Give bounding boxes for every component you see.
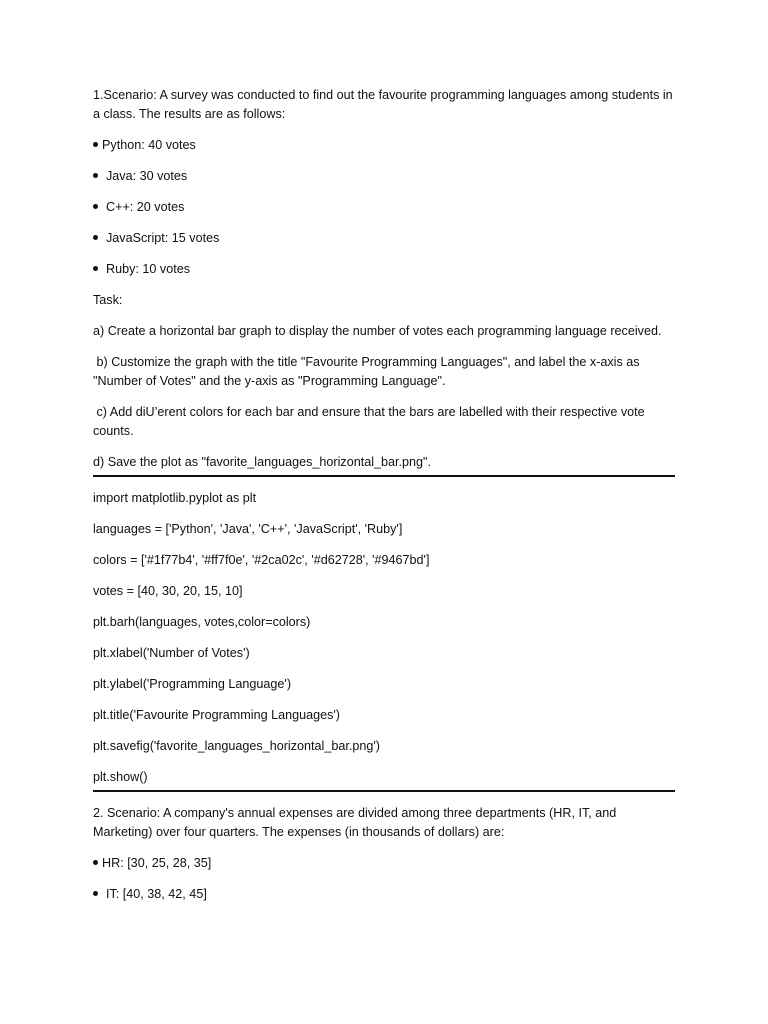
task-label: Task: <box>93 293 123 307</box>
q2-scenario: 2. Scenario: A company's annual expenses are divided among three departments (HR, IT, and Marketing) over four quarters. The expenses (in thousands of dollars) are: <box>93 806 617 839</box>
list-item: JavaScript: 15 votes <box>93 229 675 248</box>
bullet-icon <box>93 204 98 209</box>
bullet-icon <box>93 235 98 240</box>
code-line: plt.title('Favourite Programming Languages') <box>93 708 341 722</box>
document-page <box>93 86 675 916</box>
bullet-icon <box>93 860 98 865</box>
task-d: d) Save the plot as "favorite_languages_horizontal_bar.png". <box>93 455 432 469</box>
code-line: plt.ylabel('Programming Language') <box>93 677 292 691</box>
bullet-icon <box>93 142 98 147</box>
list-item: Ruby: 10 votes <box>93 260 675 279</box>
q2-expense-list <box>93 854 675 904</box>
bullet-icon <box>93 891 98 896</box>
code-line: plt.show() <box>93 770 148 784</box>
section-divider <box>93 790 675 792</box>
bullet-icon <box>93 173 98 178</box>
code-block <box>93 489 675 787</box>
task-c: c) Add diU’erent colors for each bar and ensure that the bars are labelled with their respective vote counts. <box>93 405 649 438</box>
q1-scenario: 1.Scenario: A survey was conducted to find out the favourite programming languages among students in a class. The results are as follows: <box>93 88 673 121</box>
code-line: plt.savefig('favorite_languages_horizontal_bar.png') <box>93 739 380 753</box>
list-item: HR: [30, 25, 28, 35] <box>93 854 675 873</box>
list-item: Java: 30 votes <box>93 167 675 186</box>
code-line: import matplotlib.pyplot as plt <box>93 491 257 505</box>
list-item: Python: 40 votes <box>93 136 675 155</box>
bullet-icon <box>93 266 98 271</box>
code-line: languages = ['Python', 'Java', 'C++', 'JavaScript', 'Ruby'] <box>93 522 403 536</box>
list-item: IT: [40, 38, 42, 45] <box>93 885 675 904</box>
list-item: C++: 20 votes <box>93 198 675 217</box>
code-line: votes = [40, 30, 20, 15, 10] <box>93 584 243 598</box>
section-divider <box>93 475 675 477</box>
q1-vote-list <box>93 136 675 279</box>
task-b: b) Customize the graph with the title "Favourite Programming Languages", and label the x-axis as "Number of Votes" and the y-axis as "Programming Language". <box>93 355 644 388</box>
code-line: colors = ['#1f77b4', '#ff7f0e', '#2ca02c', '#d62728', '#9467bd'] <box>93 553 430 567</box>
code-line: plt.barh(languages, votes,color=colors) <box>93 615 311 629</box>
code-line: plt.xlabel('Number of Votes') <box>93 646 250 660</box>
task-a: a) Create a horizontal bar graph to display the number of votes each programming language received. <box>93 324 662 338</box>
